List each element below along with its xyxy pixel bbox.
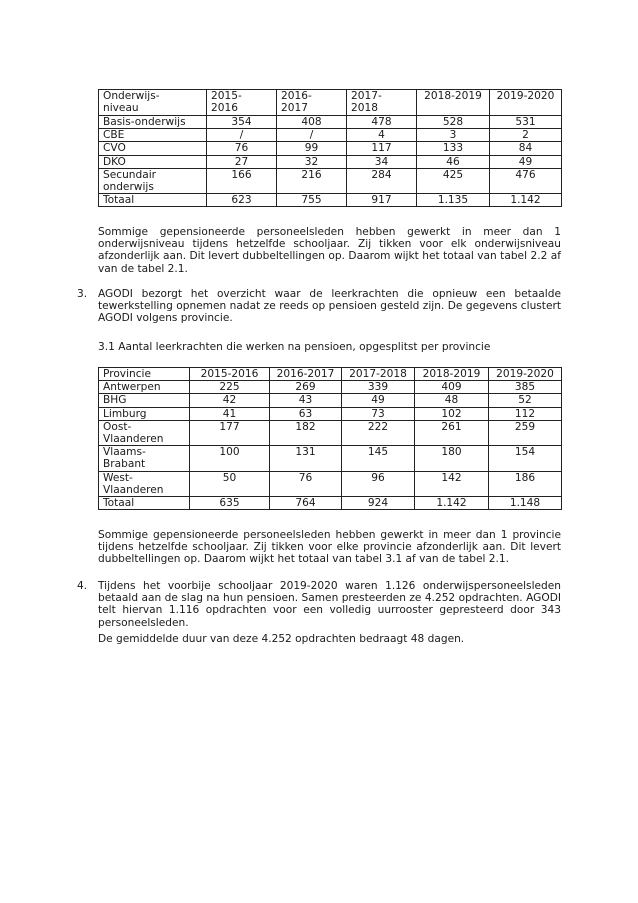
row-label: West- Vlaanderen — [99, 471, 190, 496]
cell: 177 — [190, 420, 270, 445]
cell: 76 — [270, 471, 342, 496]
cell: 764 — [270, 497, 342, 510]
row-label: Totaal — [99, 497, 190, 510]
cell: 43 — [270, 394, 342, 407]
cell: 409 — [415, 381, 489, 394]
cell: 41 — [190, 407, 270, 420]
cell: 216 — [277, 168, 347, 193]
paragraph-agodi-overzicht: AGODI bezorgt het overzicht waar de leerkrachten die opnieuw een betaalde tewerkstelling opnemen nadat ze reeds op pensioen gesteld zijn. De gegevens clustert AGODI volgens provincie. — [98, 288, 561, 325]
header-cell: 2019-2020 — [489, 368, 562, 381]
row-label: Vlaams- Brabant — [99, 446, 190, 471]
table-total-row — [99, 497, 562, 510]
table-total-row — [99, 194, 562, 207]
header-cell: 2017-2018 — [342, 368, 415, 381]
header-cell: 2017- 2018 — [347, 90, 417, 116]
paragraph-dubbeltellingen-niveau: Sommige gepensioneerde personeelsleden hebben gewerkt in meer dan 1 onderwijsniveau tijdens hetzelfde schooljaar. Zij tikken voor elk onderwijsniveau afzonderlijk aan. Dit levert dubbeltellingen op. Daarom wijkt het totaal van tabel 2.2 af van de tabel 2.1. — [98, 226, 561, 275]
row-label: Basis-onderwijs — [99, 116, 207, 129]
row-label: DKO — [99, 155, 207, 168]
cell: 755 — [277, 194, 347, 207]
cell: 42 — [190, 394, 270, 407]
header-cell: Provincie — [99, 368, 190, 381]
table-header-row — [99, 368, 562, 381]
cell: 102 — [415, 407, 489, 420]
cell: / — [207, 129, 277, 142]
row-label: BHG — [99, 394, 190, 407]
cell: 73 — [342, 407, 415, 420]
row-label: CBE — [99, 129, 207, 142]
table-provincie — [98, 367, 562, 510]
cell: 225 — [190, 381, 270, 394]
list-number-4: 4. — [77, 580, 88, 592]
cell: 1.135 — [417, 194, 490, 207]
table-row — [99, 129, 562, 142]
cell: 142 — [415, 471, 489, 496]
cell: 32 — [277, 155, 347, 168]
cell: 3 — [417, 129, 490, 142]
cell: 408 — [277, 116, 347, 129]
cell: 46 — [417, 155, 490, 168]
table-row — [99, 142, 562, 155]
table-header-row — [99, 90, 562, 116]
cell: 52 — [489, 394, 562, 407]
cell: 531 — [490, 116, 562, 129]
cell: 476 — [490, 168, 562, 193]
table-row — [99, 394, 562, 407]
table-row — [99, 407, 562, 420]
cell: 133 — [417, 142, 490, 155]
table-row — [99, 155, 562, 168]
cell: 269 — [270, 381, 342, 394]
cell: 154 — [489, 446, 562, 471]
row-label: Totaal — [99, 194, 207, 207]
row-label: Secundair onderwijs — [99, 168, 207, 193]
table-row — [99, 168, 562, 193]
cell: 1.148 — [489, 497, 562, 510]
header-cell: 2015-2016 — [190, 368, 270, 381]
paragraph-gemiddelde-duur: De gemiddelde duur van deze 4.252 opdrachten bedraagt 48 dagen. — [98, 633, 465, 645]
cell: 917 — [347, 194, 417, 207]
cell: 354 — [207, 116, 277, 129]
header-cell: 2016-2017 — [270, 368, 342, 381]
table-row — [99, 116, 562, 129]
cell: 27 — [207, 155, 277, 168]
cell: 623 — [207, 194, 277, 207]
cell: 100 — [190, 446, 270, 471]
cell: 222 — [342, 420, 415, 445]
cell: 635 — [190, 497, 270, 510]
cell: 96 — [342, 471, 415, 496]
table-onderwijsniveau — [98, 89, 562, 207]
cell: 259 — [489, 420, 562, 445]
cell: 339 — [342, 381, 415, 394]
cell: 49 — [490, 155, 562, 168]
cell: 261 — [415, 420, 489, 445]
cell: 63 — [270, 407, 342, 420]
cell: 2 — [490, 129, 562, 142]
cell: / — [277, 129, 347, 142]
cell: 48 — [415, 394, 489, 407]
table-row — [99, 471, 562, 496]
cell: 117 — [347, 142, 417, 155]
table-row — [99, 381, 562, 394]
cell: 99 — [277, 142, 347, 155]
cell: 50 — [190, 471, 270, 496]
cell: 76 — [207, 142, 277, 155]
header-cell: 2018-2019 — [415, 368, 489, 381]
cell: 182 — [270, 420, 342, 445]
header-cell: 2015- 2016 — [207, 90, 277, 116]
list-number-3: 3. — [77, 288, 88, 300]
cell: 924 — [342, 497, 415, 510]
cell: 478 — [347, 116, 417, 129]
paragraph-schooljaar-2019-2020: Tijdens het voorbije schooljaar 2019-2020 waren 1.126 onderwijspersoneelsleden betaald aan de slag na hun pensioen. Samen presteerden ze 4.252 opdrachten. AGODI telt hiervan 1.116 opdrachten voor een volledig uurrooster gepresteerd door 343 personeelsleden. — [98, 580, 561, 629]
row-label: Limburg — [99, 407, 190, 420]
cell: 131 — [270, 446, 342, 471]
cell: 4 — [347, 129, 417, 142]
cell: 385 — [489, 381, 562, 394]
cell: 34 — [347, 155, 417, 168]
row-label: Oost- Vlaanderen — [99, 420, 190, 445]
header-cell: 2018-2019 — [417, 90, 490, 116]
table-caption: 3.1 Aantal leerkrachten die werken na pensioen, opgesplitst per provincie — [98, 341, 491, 353]
cell: 1.142 — [415, 497, 489, 510]
cell: 112 — [489, 407, 562, 420]
cell: 145 — [342, 446, 415, 471]
header-cell: 2016- 2017 — [277, 90, 347, 116]
header-cell: Onderwijs- niveau — [99, 90, 207, 116]
table-row — [99, 446, 562, 471]
row-label: CVO — [99, 142, 207, 155]
table-row — [99, 420, 562, 445]
cell: 425 — [417, 168, 490, 193]
row-label: Antwerpen — [99, 381, 190, 394]
header-cell: 2019-2020 — [490, 90, 562, 116]
cell: 84 — [490, 142, 562, 155]
cell: 49 — [342, 394, 415, 407]
cell: 528 — [417, 116, 490, 129]
cell: 284 — [347, 168, 417, 193]
cell: 180 — [415, 446, 489, 471]
cell: 1.142 — [490, 194, 562, 207]
cell: 166 — [207, 168, 277, 193]
cell: 186 — [489, 471, 562, 496]
paragraph-dubbeltellingen-provincie: Sommige gepensioneerde personeelsleden hebben gewerkt in meer dan 1 provincie tijdens hetzelfde schooljaar. Zij tikken voor elke provincie afzonderlijk aan. Dit levert dubbeltellingen op. Daarom wijkt het totaal van tabel 3.1 af van de tabel 2.1. — [98, 529, 561, 566]
